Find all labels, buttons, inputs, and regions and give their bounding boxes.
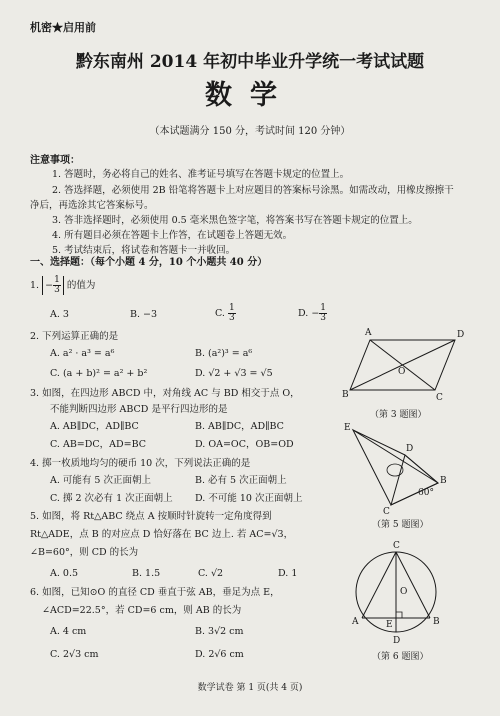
right-angle-mark	[396, 612, 402, 618]
label-d: D	[457, 330, 465, 340]
label-o: O	[400, 587, 408, 597]
segment-ed	[353, 430, 405, 455]
segment-db	[405, 455, 438, 483]
label-b: B	[440, 476, 447, 486]
question-5-line3: ∠B=60°，则 CD 的长为	[30, 547, 139, 558]
q5-option-a: A. 0.5	[50, 568, 79, 579]
figure-6-circle	[348, 540, 448, 648]
q2-option-c: C. (a + b)² = a² + b²	[50, 368, 148, 379]
q1-option-a: A. 3	[50, 309, 69, 320]
figure-5-triangles	[343, 425, 453, 515]
question-6-line1: 6. 如图，已知⊙O 的直径 CD 垂直于弦 AB，垂足为点 E，	[30, 587, 280, 598]
page-footer: 数学试卷 第 1 页(共 4 页)	[197, 683, 303, 693]
question-2: 2. 下列运算正确的是	[30, 331, 119, 342]
label-a: A	[352, 617, 359, 627]
diagonal-bd	[350, 340, 455, 390]
q3-option-c: C. AB=DC，AD=BC	[50, 439, 147, 450]
q2-option-d: D. √2 + √3 = √5	[195, 368, 273, 379]
q1-option-b: B. −3	[130, 309, 158, 320]
note-item: 1. 答题时，务必将自己的姓名、准考证号填写在答题卡规定的位置上。	[52, 169, 350, 180]
question-6-line2: ∠ACD=22.5°，若 CD=6 cm，则 AB 的长为	[42, 605, 242, 616]
label-d: D	[406, 444, 414, 454]
q6-option-a: A. 4 cm	[50, 626, 87, 637]
angle-60: 60°	[418, 488, 434, 498]
figure-3-caption: （第 3 题图）	[370, 410, 427, 420]
note-item: 2. 答选择题，必须使用 2B 铅笔将答题卡上对应题目的答案标号涂黑。如需改动，用橡皮擦擦干	[52, 185, 454, 196]
segment-ca	[362, 552, 396, 618]
label-b: B	[342, 390, 349, 400]
label-o: O	[398, 367, 406, 377]
figure-3-parallelogram	[342, 325, 470, 405]
q5-option-b: B. 1.5	[132, 568, 161, 579]
q1-option-c: C. $\frac{1}{3}$	[215, 303, 235, 323]
question-3-line2: 不能判断四边形 ABCD 是平行四边形的是	[50, 404, 228, 415]
q5-option-c: C. √2	[198, 568, 224, 579]
q6-option-d: D. 2√6 cm	[195, 649, 244, 660]
notes-heading: 注意事项：	[30, 155, 80, 166]
note-item: 5. 考试结束后，将试卷和答题卡一并收回。	[52, 245, 236, 256]
label-c: C	[393, 541, 400, 551]
label-e: E	[386, 620, 393, 630]
q5-option-d: D. 1	[278, 568, 298, 579]
figure-5-caption: （第 5 题图）	[372, 520, 429, 530]
question-1	[30, 276, 95, 295]
q6-option-b: B. 3√2 cm	[195, 626, 244, 637]
label-e: E	[344, 423, 351, 433]
label-a: A	[365, 328, 372, 338]
question-number: 1.	[30, 280, 40, 291]
q3-option-a: A. AB∥DC，AD∥BC	[50, 421, 139, 432]
question-text: 的值为	[66, 280, 96, 291]
question-5-line2: Rt△ADE，点 B 的对应点 D 恰好落在 BC 边上. 若 AC=√3，	[30, 529, 294, 540]
q6-option-c: C. 2√3 cm	[50, 649, 99, 660]
note-item: 3. 答非选择题时，必须使用 0.5 毫米黑色签字笔，将答案书写在答题卡规定的位置上。	[52, 215, 418, 226]
question-3-line1: 3. 如图，在四边形 ABCD 中，对角线 AC 与 BD 相交于点 O，	[30, 388, 300, 399]
label-c: C	[383, 507, 390, 517]
note-item: 4. 所有题目必须在答题卡上作答，在试题卷上答题无效。	[52, 230, 293, 241]
section-heading: 一、选择题：（每个小题 4 分，10 个小题共 40 分）	[30, 257, 268, 268]
absolute-value: − $\frac{1}{3}$	[42, 276, 64, 295]
q1-option-d: D. − $\frac{1}{3}$	[298, 303, 327, 323]
segment-cb	[396, 552, 430, 618]
q3-option-b: B. AB∥DC，AD∥BC	[195, 421, 284, 432]
q2-option-b: B. (a²)³ = a⁶	[195, 348, 253, 359]
label-b: B	[433, 617, 440, 627]
q4-option-c: C. 掷 2 次必有 1 次正面朝上	[50, 493, 173, 504]
confidential-label: 机密★启用前	[30, 21, 96, 34]
question-5-line1: 5. 如图，将 Rt△ABC 绕点 A 按顺时针旋转一定角度得到	[30, 511, 272, 522]
label-c: C	[436, 393, 443, 403]
q4-option-b: B. 必有 5 次正面朝上	[195, 475, 287, 486]
note-item: 净后，再选涂其它答案标号。	[30, 200, 154, 211]
figure-6-caption: （第 6 题图）	[372, 652, 429, 662]
q3-option-d: D. OA=OC，OB=OD	[195, 439, 294, 450]
question-4: 4. 掷一枚质地均匀的硬币 10 次，下列说法正确的是	[30, 458, 251, 469]
fraction: $\frac{1}{3}$	[54, 275, 60, 295]
q2-option-a: A. a² · a³ = a⁶	[50, 348, 115, 359]
exam-title: 黔东南州 2014 年初中毕业升学统一考试试题	[75, 52, 425, 72]
q4-option-a: A. 可能有 5 次正面朝上	[50, 475, 151, 486]
label-d: D	[393, 636, 401, 646]
exam-info: （本试题满分 150 分，考试时间 120 分钟）	[149, 126, 351, 137]
q4-option-d: D. 不可能 10 次正面朝上	[195, 493, 303, 504]
subject-title: 数学	[205, 80, 295, 111]
